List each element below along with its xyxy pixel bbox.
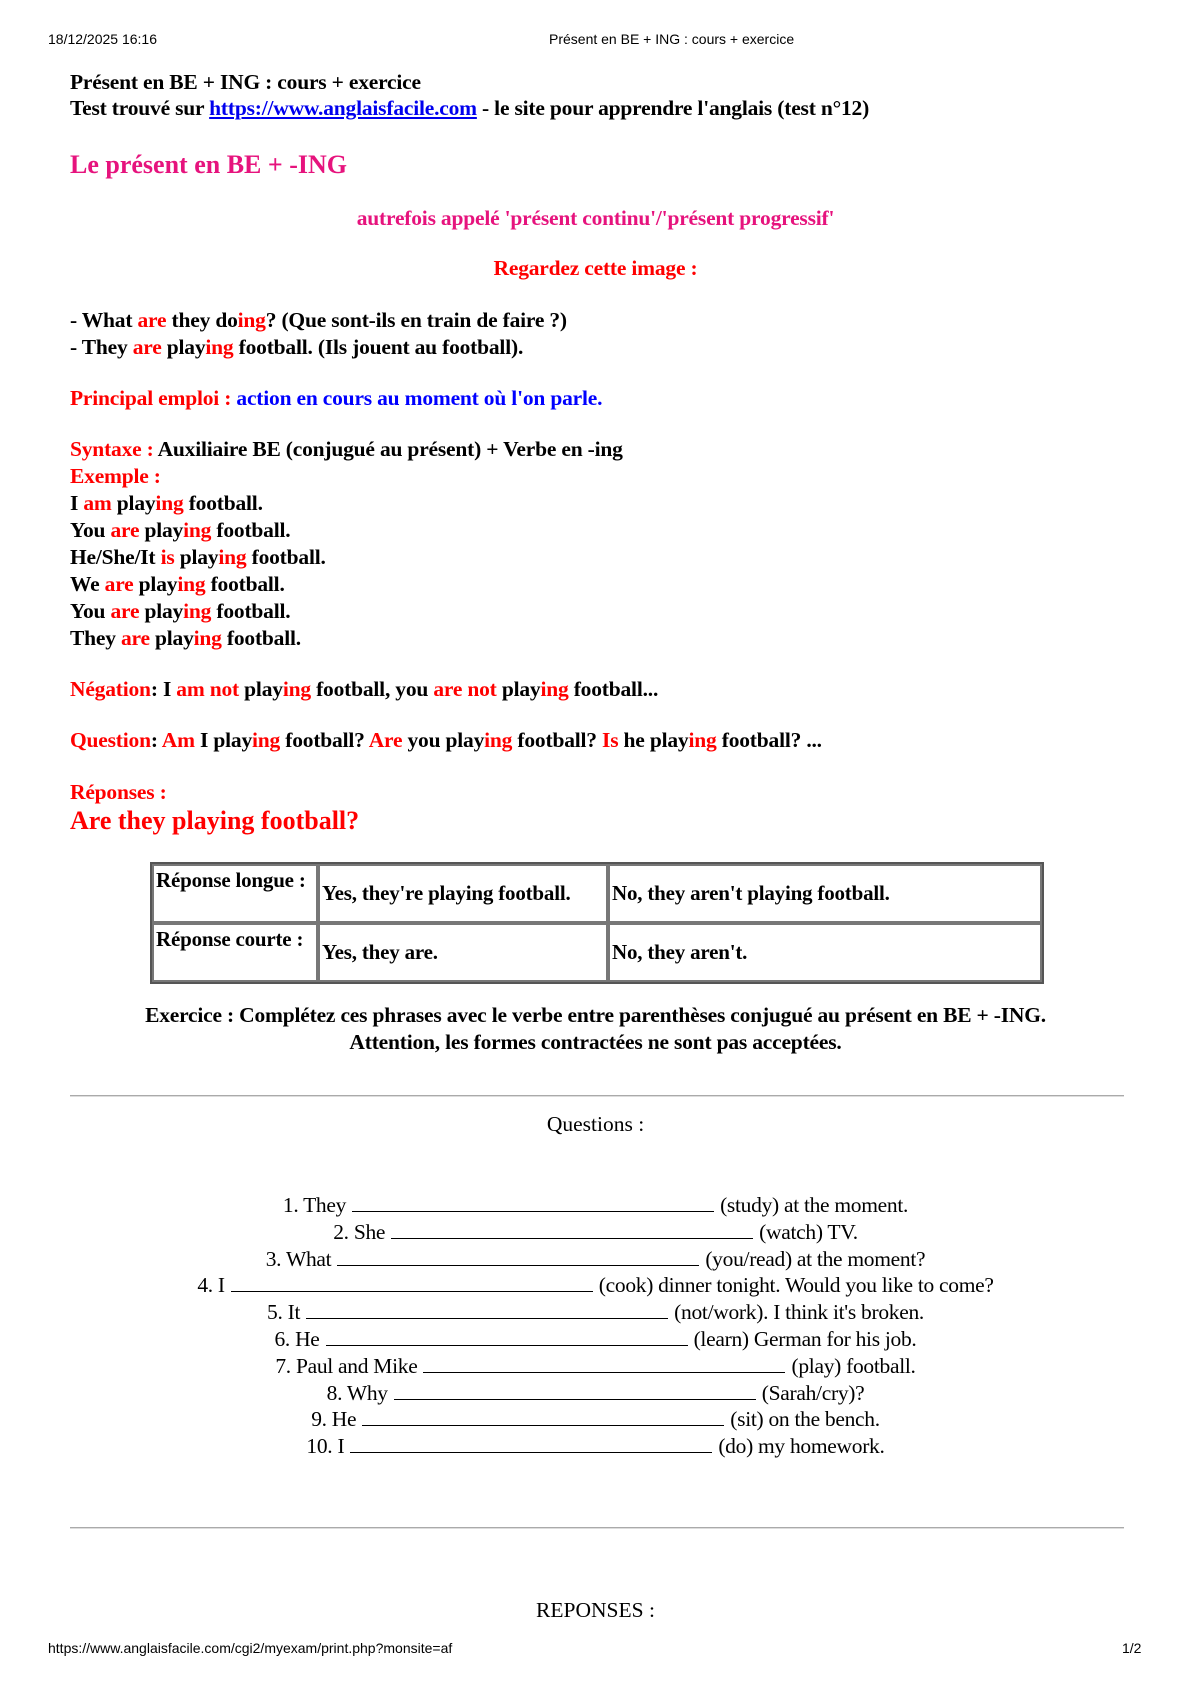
text-segment: you play xyxy=(402,728,485,752)
exercise-prompt: 2. She xyxy=(333,1219,386,1244)
table-cell: Yes, they're playing football. xyxy=(318,864,608,923)
exercise-prompt: 8. Why xyxy=(326,1380,388,1405)
exercise-item xyxy=(0,1381,1191,1406)
highlight-text: are xyxy=(120,626,150,650)
questions-label: Questions : xyxy=(546,1112,645,1136)
highlight-text: am not xyxy=(176,677,239,701)
table-cell: Réponse longue : xyxy=(152,864,318,923)
answer-blank[interactable] xyxy=(391,1220,753,1239)
text-segment: Auxiliaire BE (conjugué au présent) + Verbe en -ing xyxy=(157,437,623,461)
exercise-hint: (learn) German for his job. xyxy=(693,1327,917,1351)
text-segment: - What xyxy=(70,308,138,332)
negation-line xyxy=(70,677,658,702)
highlight-text: are not xyxy=(433,677,497,701)
exercise-prompt: 6. He xyxy=(274,1327,320,1351)
exercise-item xyxy=(0,1407,1191,1432)
highlight-text: ing xyxy=(252,728,281,752)
text-segment: : I xyxy=(150,677,177,701)
text-segment: play xyxy=(133,572,178,596)
look-instruction: Regardez cette image : xyxy=(493,256,698,280)
table-cell: No, they aren't playing football. xyxy=(608,864,1042,923)
text-segment: You xyxy=(70,599,111,623)
highlight-text: Question xyxy=(70,728,151,752)
print-datetime: 18/12/2025 16:16 xyxy=(48,31,157,47)
example-line xyxy=(70,572,285,597)
exercise-prompt: 4. I xyxy=(197,1273,225,1298)
print-title: Présent en BE + ING : cours + exercice xyxy=(549,31,795,47)
dialogue-line xyxy=(70,308,567,333)
answers-table xyxy=(150,862,1044,984)
text-segment: He/She/It xyxy=(70,545,161,569)
highlight-text: ing xyxy=(193,626,222,650)
example-line xyxy=(70,491,263,516)
highlight-text: ing xyxy=(183,518,212,542)
answer-blank[interactable] xyxy=(326,1327,688,1346)
text-segment: : xyxy=(150,728,162,752)
syntax-line xyxy=(70,437,623,462)
exercise-hint: (watch) TV. xyxy=(759,1219,858,1244)
text-segment: They xyxy=(70,626,121,650)
exercise-instruction: Exercice : Complétez ces phrases avec le verbe entre parenthèses conjugué au présent en BE + -ING. xyxy=(145,1003,1046,1027)
text-segment: he play xyxy=(618,728,689,752)
example-line xyxy=(70,626,301,651)
text-segment: football. xyxy=(246,545,326,569)
highlight-text: ing xyxy=(218,545,247,569)
page-title: Présent en BE + ING : cours + exercice xyxy=(70,70,421,94)
text-segment: football? ... xyxy=(716,728,822,752)
exercise-hint: (sit) on the bench. xyxy=(730,1407,880,1432)
source-prefix: Test trouvé sur xyxy=(70,96,210,120)
exercise-warning: Attention, les formes contractées ne sont pas acceptées. xyxy=(349,1030,842,1054)
highlight-text: ing xyxy=(540,677,569,701)
text-segment: football? xyxy=(512,728,603,752)
source-suffix: - le site pour apprendre l'anglais (test n°12) xyxy=(476,96,870,120)
text-segment: ? (Que sont-ils en train de faire ?) xyxy=(265,308,567,332)
table-cell: Yes, they are. xyxy=(318,923,608,982)
text-segment: play xyxy=(139,599,184,623)
table-row xyxy=(152,923,1042,982)
table-cell: Réponse courte : xyxy=(152,923,318,982)
text-segment: play xyxy=(161,335,206,359)
text-segment: football. xyxy=(211,518,291,542)
dialogue-line xyxy=(70,335,523,360)
text-segment: play xyxy=(139,518,184,542)
highlight-text: am xyxy=(83,491,112,515)
text-segment: I xyxy=(70,491,84,515)
exercise-prompt: 10. I xyxy=(306,1434,345,1459)
source-line xyxy=(70,96,869,121)
text-segment: football. xyxy=(211,599,291,623)
exercise-hint: (do) my homework. xyxy=(718,1434,885,1459)
text-segment: - They xyxy=(70,335,133,359)
highlight-text: ing xyxy=(177,572,206,596)
highlight-text: ing xyxy=(205,335,234,359)
exercise-hint: (play) football. xyxy=(791,1353,916,1378)
exercise-prompt: 9. He xyxy=(311,1407,357,1432)
exercise-hint: (not/work). I think it's broken. xyxy=(674,1300,924,1325)
highlight-text: is xyxy=(160,545,175,569)
lesson-heading: Le présent en BE + -ING xyxy=(70,150,347,179)
text-segment: play xyxy=(174,545,219,569)
highlight-text: Are xyxy=(368,728,403,752)
example-label: Exemple : xyxy=(70,464,161,488)
exercise-hint: (study) at the moment. xyxy=(720,1193,909,1217)
text-segment: football? xyxy=(280,728,369,752)
exercise-item xyxy=(0,1434,1191,1459)
exercise-prompt: 7. Paul and Mike xyxy=(275,1353,418,1378)
text-segment: football. xyxy=(221,626,301,650)
text-segment: play xyxy=(239,677,283,701)
highlight-text: ing xyxy=(282,677,311,701)
highlight-text: Is xyxy=(602,728,619,752)
answer-blank[interactable] xyxy=(423,1354,785,1373)
text-segment: We xyxy=(70,572,105,596)
highlight-text: ing xyxy=(237,308,266,332)
exercise-item xyxy=(0,1193,1191,1218)
exercise-item xyxy=(0,1354,1191,1379)
exercise-item xyxy=(0,1327,1191,1352)
text-segment: football. xyxy=(205,572,285,596)
exercise-item xyxy=(0,1247,1191,1272)
highlight-text: ing xyxy=(688,728,717,752)
text-segment: football. (Ils jouent au football). xyxy=(233,335,524,359)
highlight-text: action en cours au moment où l'on parle. xyxy=(236,386,603,410)
highlight-text: are xyxy=(110,599,140,623)
text-segment: play xyxy=(496,677,541,701)
highlight-text: Principal emploi : xyxy=(70,386,237,410)
answer-blank[interactable] xyxy=(352,1193,714,1212)
highlight-text: are xyxy=(110,518,140,542)
example-line xyxy=(70,599,290,624)
text-segment: they do xyxy=(166,308,238,332)
exercise-item xyxy=(0,1273,1191,1298)
print-url: https://www.anglaisfacile.com/cgi2/myexam/print.php?monsite=af xyxy=(48,1640,453,1656)
highlight-text: are xyxy=(104,572,134,596)
principal-usage xyxy=(70,386,602,411)
text-segment: You xyxy=(70,518,111,542)
answer-blank[interactable] xyxy=(337,1247,699,1266)
exercise-item xyxy=(0,1220,1191,1245)
answer-blank[interactable] xyxy=(362,1407,724,1426)
lesson-subtitle: autrefois appelé 'présent continu'/'présent progressif' xyxy=(356,206,835,230)
text-segment: football, you xyxy=(310,677,434,701)
example-line xyxy=(70,518,290,543)
answers-heading: REPONSES : xyxy=(536,1598,655,1622)
question-line xyxy=(70,728,822,753)
exercise-item xyxy=(0,1300,1191,1325)
answer-blank[interactable] xyxy=(306,1300,668,1319)
example-line xyxy=(70,545,326,570)
text-segment: football. xyxy=(183,491,263,515)
highlight-text: ing xyxy=(183,599,212,623)
highlight-text: Syntaxe : xyxy=(70,437,158,461)
answers-label: Réponses : xyxy=(70,780,167,804)
answer-blank[interactable] xyxy=(231,1273,593,1292)
highlight-text: Négation xyxy=(70,677,151,701)
text-segment: play xyxy=(149,626,194,650)
highlight-text: ing xyxy=(155,491,184,515)
text-segment: I play xyxy=(194,728,252,752)
exercise-prompt: 1. They xyxy=(282,1193,347,1217)
divider xyxy=(70,1095,1124,1097)
answer-blank[interactable] xyxy=(350,1434,712,1453)
highlight-text: Am xyxy=(161,728,195,752)
table-row xyxy=(152,864,1042,923)
answer-blank[interactable] xyxy=(394,1381,756,1400)
highlight-text: are xyxy=(137,308,167,332)
answers-question: Are they playing football? xyxy=(70,806,360,835)
site-link[interactable]: https://www.anglaisfacile.com xyxy=(209,96,477,120)
page-number: 1/2 xyxy=(1122,1640,1142,1656)
exercise-hint: (Sarah/cry)? xyxy=(761,1380,865,1405)
exercise-prompt: 5. It xyxy=(267,1300,301,1325)
text-segment: football... xyxy=(568,677,659,701)
exercise-prompt: 3. What xyxy=(265,1246,332,1271)
highlight-text: are xyxy=(132,335,162,359)
divider xyxy=(70,1527,1124,1529)
table-cell: No, they aren't. xyxy=(608,923,1042,982)
highlight-text: ing xyxy=(484,728,513,752)
exercise-hint: (cook) dinner tonight. Would you like to come? xyxy=(598,1273,994,1298)
exercise-hint: (you/read) at the moment? xyxy=(705,1246,926,1271)
text-segment: play xyxy=(111,491,156,515)
